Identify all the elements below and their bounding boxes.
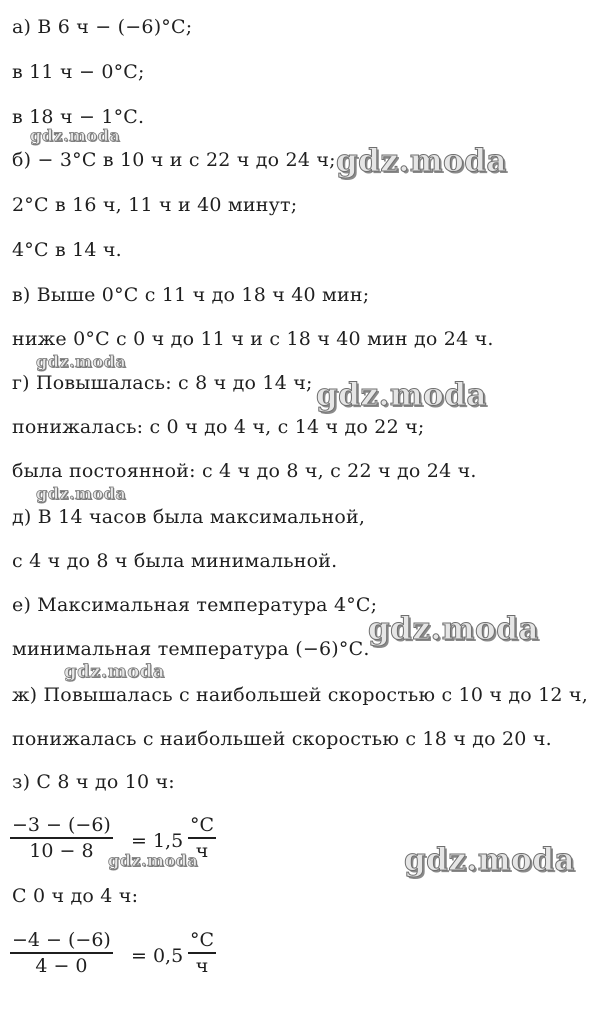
answer-d-line-1: д) В 14 часов была максимальной, bbox=[12, 506, 366, 528]
answer-a-line-1: а) В 6 ч − (−6)°С; bbox=[12, 16, 193, 38]
watermark: gdz.moda bbox=[404, 842, 575, 878]
formula-2-denominator: 4 − 0 bbox=[35, 954, 88, 977]
answer-g-line-2: понижалась: с 0 ч до 4 ч, с 14 ч до 22 ч; bbox=[12, 416, 425, 438]
answer-g-line-1: г) Повышалась: с 8 ч до 14 ч; bbox=[12, 372, 313, 394]
formula-1-numerator: −3 − (−6) bbox=[12, 814, 111, 836]
answer-b-line-1: б) − 3°С в 10 ч и с 22 ч до 24 ч; bbox=[12, 149, 336, 171]
formula-1-fraction bbox=[10, 813, 113, 863]
watermark: gdz.moda bbox=[368, 611, 539, 647]
answer-zh-line-1: ж) Повышалась с наибольшей скоростью с 10 ч до 12 ч, bbox=[12, 684, 588, 706]
watermark: gdz.moda bbox=[30, 126, 121, 145]
answer-v-line-2: ниже 0°С с 0 ч до 11 ч и с 18 ч 40 мин до 24 ч. bbox=[12, 328, 494, 350]
answer-e-line-2: минимальная температура (−6)°С. bbox=[12, 638, 370, 660]
formula-2-numerator: −4 − (−6) bbox=[12, 929, 111, 951]
answer-g-line-3: была постоянной: с 4 ч до 8 ч, с 22 ч до 24 ч. bbox=[12, 460, 477, 482]
watermark: gdz.moda bbox=[108, 851, 199, 870]
watermark: gdz.moda bbox=[36, 484, 127, 503]
answer-b-line-2: 2°С в 16 ч, 11 ч и 40 минут; bbox=[12, 194, 298, 216]
answer-e-line-1: е) Максимальная температура 4°С; bbox=[12, 594, 378, 616]
formula-1-denominator: 10 − 8 bbox=[29, 839, 94, 862]
watermark: gdz.moda bbox=[316, 377, 487, 413]
answer-a-line-2: в 11 ч − 0°С; bbox=[12, 61, 145, 83]
formula-2-unit bbox=[188, 928, 216, 978]
answer-d-line-2: с 4 ч до 8 ч была минимальной. bbox=[12, 550, 338, 572]
formula-1-unit-numerator: °С bbox=[190, 814, 215, 836]
formula-2-unit-denominator: ч bbox=[195, 954, 209, 977]
formula-1-unit-denominator: ч bbox=[195, 839, 209, 862]
formula-2-result: = 0,5 bbox=[131, 945, 184, 967]
answer-b-line-3: 4°С в 14 ч. bbox=[12, 239, 122, 261]
answer-a-line-3: в 18 ч − 1°С. bbox=[12, 106, 145, 128]
answer-z-line-2: С 0 ч до 4 ч: bbox=[12, 885, 139, 907]
watermark: gdz.moda bbox=[64, 661, 165, 682]
answer-z-line-1: з) С 8 ч до 10 ч: bbox=[12, 771, 175, 793]
watermark: gdz.moda bbox=[336, 143, 507, 179]
answer-zh-line-2: понижалась с наибольшей скоростью с 18 ч до 20 ч. bbox=[12, 728, 552, 750]
formula-1-result: = 1,5 bbox=[131, 830, 184, 852]
answer-v-line-1: в) Выше 0°С с 11 ч до 18 ч 40 мин; bbox=[12, 284, 370, 306]
watermark: gdz.moda bbox=[36, 352, 127, 371]
formula-2-fraction bbox=[10, 928, 113, 978]
formula-2-unit-numerator: °С bbox=[190, 929, 215, 951]
